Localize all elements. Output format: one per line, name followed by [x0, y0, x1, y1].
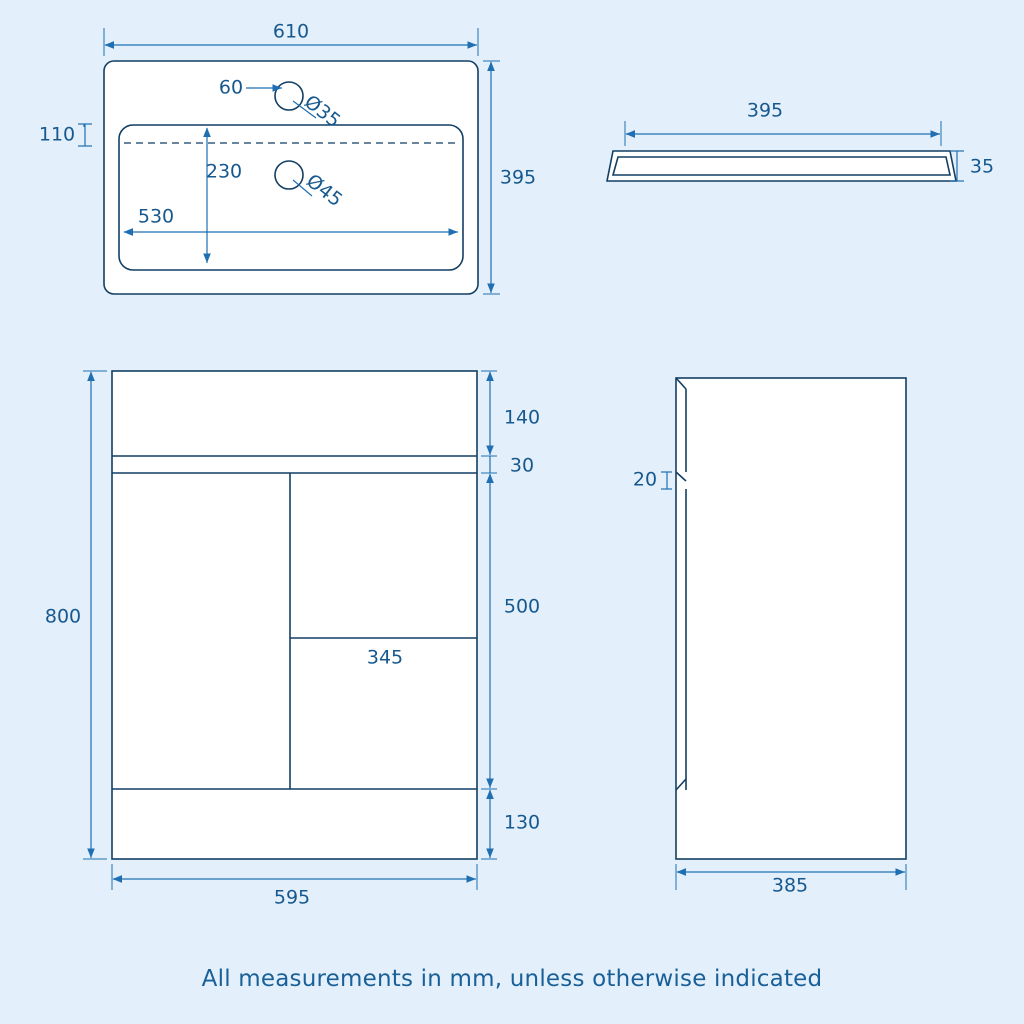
cabinet-front-view — [45, 371, 540, 909]
dim-label-140: 140 — [503, 406, 541, 429]
dim-label-230: 230 — [205, 160, 243, 183]
cabinet-front-outline — [112, 371, 477, 859]
dim-label-waste-hole: Ø45 — [302, 169, 347, 212]
dim-label-35: 35 — [969, 155, 995, 178]
dim-label-30: 30 — [509, 454, 535, 477]
dim-label-500: 500 — [503, 595, 541, 618]
dim-label-130: 130 — [503, 811, 541, 834]
dim-label-595: 595 — [273, 886, 311, 909]
dim-label-610: 610 — [272, 20, 310, 43]
cabinet-side-outline — [676, 378, 906, 859]
cabinet-side-view — [633, 378, 906, 897]
basin-side-outline — [607, 151, 956, 181]
basin-top-view — [39, 21, 536, 295]
dim-label-395: 395 — [499, 166, 537, 189]
dim-label-20: 20 — [632, 468, 658, 491]
dim-label-345: 345 — [366, 646, 404, 669]
dim-label-side-395: 395 — [746, 99, 784, 122]
measurement-note: All measurements in mm, unless otherwise indicated — [201, 966, 823, 992]
basin-side-view — [607, 100, 994, 182]
dim-label-385: 385 — [771, 874, 809, 897]
dim-label-800: 800 — [44, 605, 82, 628]
basin-outline — [104, 61, 478, 294]
dim-label-530: 530 — [137, 205, 175, 228]
dim-label-110: 110 — [38, 123, 76, 146]
dim-label-tap-hole: Ø35 — [300, 90, 345, 133]
dim-label-60: 60 — [218, 76, 244, 99]
